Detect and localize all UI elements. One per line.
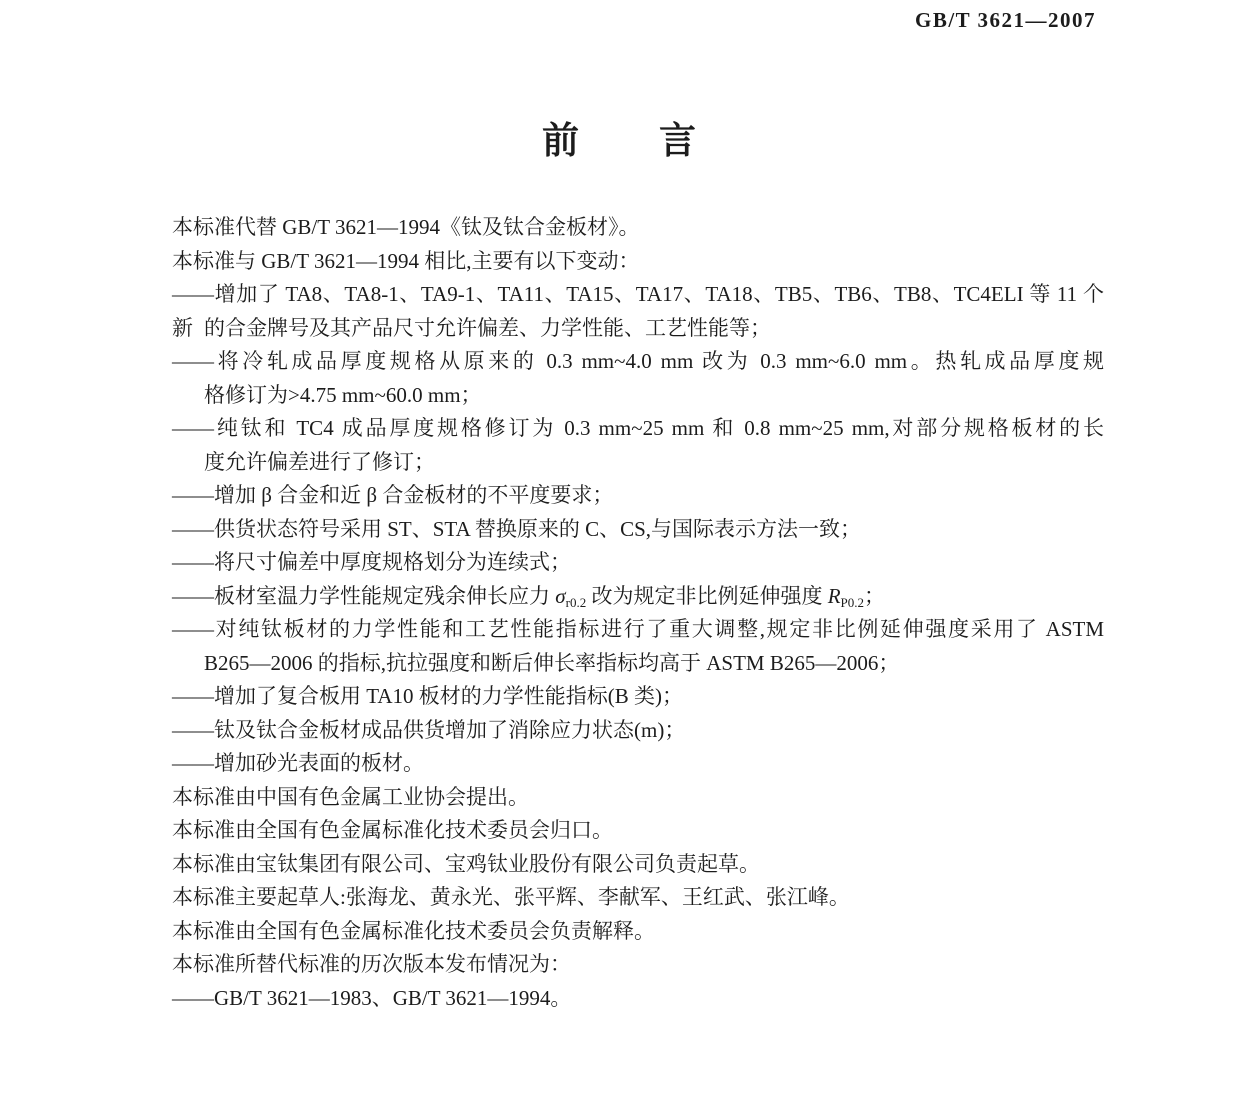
change-item-line: ——增加了 TA8、TA8-1、TA9-1、TA11、TA15、TA17、TA18、TB5、TB6、TB8、TC4ELI 等 11 个新: [172, 282, 1104, 340]
sigma-symbol: σ: [555, 583, 566, 608]
r-symbol: R: [827, 583, 841, 608]
standard-number: GB/T 3621—2007: [915, 8, 1097, 32]
change-item-continuation: 格修订为>4.75 mm~60.0 mm；: [204, 382, 482, 407]
change-item-line: ——对纯钛板材的力学性能和工艺性能指标进行了重大调整,规定非比例延伸强度采用了 ASTM: [172, 617, 1104, 641]
formula-text-before: ——板材室温力学性能规定残余伸长应力: [172, 583, 556, 608]
change-item-line: ——纯钛和 TC4 成品厚度规格修订为 0.3 mm~25 mm 和 0.8 mm~25 mm,对部分规格板材的长: [172, 416, 1104, 440]
foreword-line: 本标准所替代标准的历次版本发布情况为：: [172, 952, 571, 976]
sigma-subscript: r0.2: [565, 594, 587, 610]
foreword-line: 本标准代替 GB/T 3621—1994《钛及钛合金板材》。: [172, 215, 640, 239]
change-item-line: ——增加了复合板用 TA10 板材的力学性能指标(B 类)；: [172, 684, 684, 708]
change-item-continuation: B265—2006 的指标,抗拉强度和断后伸长率指标均高于 ASTM B265—2006；: [204, 650, 900, 675]
foreword-line: 本标准由宝钛集团有限公司、宝鸡钛业股份有限公司负责起草。: [172, 851, 760, 876]
r-subscript: P0.2: [840, 594, 865, 610]
formula-text-middle: 改为规定非比例延伸强度: [586, 583, 828, 608]
page-title: 前 言: [542, 121, 698, 162]
foreword-line: 本标准由全国有色金属标准化技术委员会负责解释。: [172, 918, 655, 943]
change-item-line: ——增加砂光表面的板材。: [172, 751, 424, 775]
formula-text-end: ；: [864, 583, 886, 608]
change-item-line: ——钛及钛合金板材成品供货增加了消除应力状态(m)；: [172, 717, 686, 742]
foreword-line: 本标准主要起草人:张海龙、黄永光、张平辉、李献军、王红武、张江峰。: [172, 885, 850, 909]
foreword-body: [172, 211, 1104, 1015]
change-item-line: ——供货状态符号采用 ST、STA 替换原来的 C、CS,与国际表示方法一致；: [172, 516, 862, 541]
foreword-line: 本标准与 GB/T 3621—1994 相比,主要有以下变动：: [172, 248, 640, 273]
change-item-continuation: 的合金牌号及其产品尺寸允许偏差、力学性能、工艺性能等；: [204, 315, 771, 340]
change-item-line-formula: [172, 580, 1104, 614]
foreword-line: 本标准由中国有色金属工业协会提出。: [172, 784, 529, 809]
change-item-continuation: 度允许偏差进行了修订；: [204, 449, 435, 474]
previous-editions-line: ——GB/T 3621—1983、GB/T 3621—1994。: [172, 985, 572, 1010]
change-item-line: ——将冷轧成品厚度规格从原来的 0.3 mm~4.0 mm 改为 0.3 mm~6.0 mm。热轧成品厚度规: [172, 349, 1104, 373]
foreword-line: 本标准由全国有色金属标准化技术委员会归口。: [172, 818, 613, 842]
change-item-line: ——将尺寸偏差中厚度规格划分为连续式；: [172, 550, 571, 574]
change-item-line: ——增加 β 合金和近 β 合金板材的不平度要求；: [172, 483, 614, 507]
